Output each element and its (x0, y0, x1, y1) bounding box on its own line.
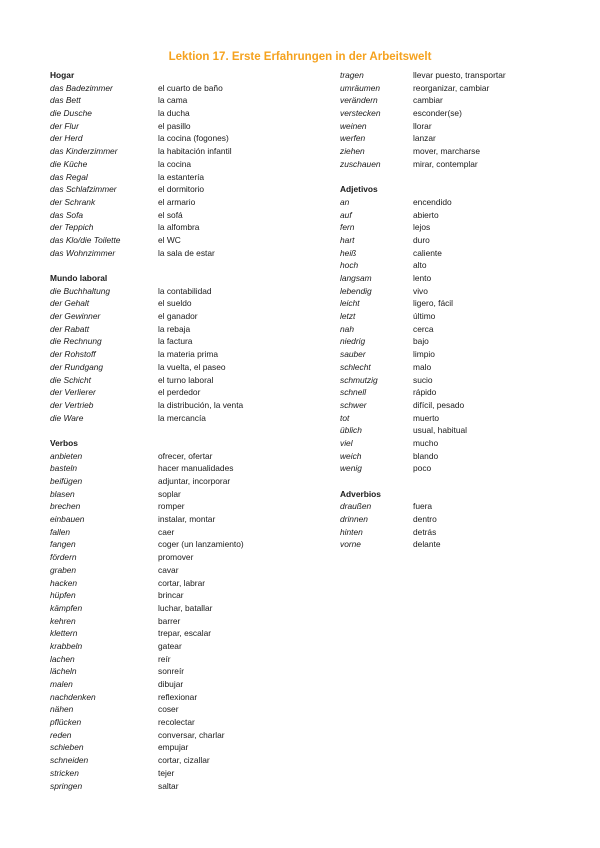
vocab-row (340, 348, 570, 361)
german-term: hacken (50, 577, 78, 588)
vocab-row (340, 412, 570, 425)
page-title: Lektion 17. Erste Erfahrungen in der Arbeitswelt (168, 51, 432, 63)
vocab-row (340, 196, 570, 209)
german-term: das Klo/die Toilette (50, 234, 121, 245)
vocab-row (340, 374, 570, 387)
spanish-translation: usual, habitual (413, 425, 468, 436)
vocab-section (50, 69, 290, 259)
vocab-row (340, 323, 570, 336)
german-term: das Kinderzimmer (50, 146, 118, 157)
german-term: hinten (340, 526, 363, 537)
spanish-translation: ligero, fácil (413, 298, 454, 309)
spanish-translation: cerca (413, 323, 434, 334)
spanish-translation: llevar puesto, transportar (413, 70, 506, 80)
german-term: an (340, 196, 350, 207)
german-term: draußen (340, 501, 372, 512)
german-term: weich (340, 450, 362, 461)
spanish-translation: la alfombra (158, 222, 200, 233)
german-term: viel (340, 437, 353, 448)
spanish-translation: el armario (158, 196, 196, 207)
spanish-translation: reflexionar (158, 691, 198, 702)
spanish-translation: bajo (413, 336, 429, 347)
spanish-translation: la factura (158, 336, 193, 347)
spanish-translation: mucho (413, 437, 439, 448)
german-term: fallen (50, 526, 71, 537)
german-term: auf (340, 209, 352, 220)
spanish-translation: conversar, charlar (158, 729, 225, 740)
vocab-row (50, 729, 290, 742)
spanish-translation: el turno laboral (158, 374, 214, 385)
vocab-row (340, 297, 570, 310)
spanish-translation: coser (158, 704, 179, 715)
german-term: wenig (340, 463, 362, 474)
spanish-translation: la habitación infantil (158, 146, 232, 157)
spanish-translation: recolectar (158, 717, 195, 728)
vocab-row (340, 234, 570, 247)
german-term: das Badezimmer (50, 82, 113, 93)
german-term: das Regal (50, 171, 88, 182)
section-heading: Verbos (50, 437, 78, 448)
vocab-row (50, 361, 290, 374)
spanish-translation: instalar, montar (158, 514, 216, 525)
spanish-translation: cortar, labrar (158, 577, 206, 588)
german-term: anbieten (50, 450, 83, 461)
german-term: fördern (50, 552, 77, 563)
german-term: die Ware (50, 412, 84, 423)
vocab-row (50, 348, 290, 361)
vocab-row (340, 82, 570, 95)
german-term: basteln (50, 463, 78, 474)
spanish-translation: soplar (158, 488, 181, 499)
german-term: ziehen (340, 146, 365, 157)
german-term: nähen (50, 704, 74, 715)
german-term: schwer (340, 399, 367, 410)
german-term: fern (340, 222, 355, 233)
spanish-translation: difícil, pesado (413, 399, 465, 410)
vocab-row (50, 132, 290, 145)
spanish-translation: el pasillo (158, 120, 191, 131)
spanish-translation: la cocina (fogones) (158, 133, 229, 144)
spanish-translation: el sofá (158, 209, 183, 220)
german-term: sauber (340, 349, 366, 360)
spanish-translation: brincar (158, 590, 184, 601)
german-term: schlecht (340, 361, 371, 372)
german-term: vorne (340, 539, 361, 550)
section-heading: Adjetivos (340, 184, 378, 195)
vocab-row (50, 297, 290, 310)
german-term: verändern (340, 95, 378, 106)
spanish-translation: ofrecer, ofertar (158, 450, 213, 461)
spanish-translation: dibujar (158, 679, 184, 689)
vocab-row (50, 551, 290, 564)
spanish-translation: mover, marcharse (413, 146, 481, 157)
german-term: schieben (50, 742, 84, 753)
german-term: das Sofa (50, 209, 84, 220)
vocab-row (340, 145, 570, 158)
german-term: der Verlierer (50, 387, 96, 398)
vocab-row (50, 716, 290, 729)
spanish-translation: duro (413, 234, 430, 245)
vocab-row (50, 120, 290, 133)
vocab-section (50, 272, 290, 424)
german-term: die Küche (50, 158, 88, 169)
spanish-translation: abierto (413, 209, 439, 220)
spanish-translation: la estantería (158, 171, 205, 182)
vocab-row (340, 399, 570, 412)
spanish-translation: la rebaja (158, 323, 191, 334)
german-term: die Buchhaltung (50, 285, 111, 296)
vocab-row (50, 145, 290, 158)
spanish-translation: sonreír (158, 666, 185, 677)
vocab-row (50, 627, 290, 640)
german-term: reden (50, 729, 72, 740)
spanish-translation: lejos (413, 222, 431, 233)
german-term: weinen (340, 120, 367, 131)
section-heading: Adverbios (340, 488, 381, 499)
vocab-row (50, 526, 290, 539)
german-term: beifügen (50, 476, 83, 486)
spanish-translation: lento (413, 273, 432, 283)
german-term: der Flur (50, 120, 79, 131)
vocab-row (50, 691, 290, 704)
vocab-row (50, 741, 290, 754)
german-term: kämpfen (50, 602, 83, 613)
spanish-translation: esconder(se) (413, 108, 462, 119)
vocab-row (50, 335, 290, 348)
german-term: blasen (50, 488, 75, 499)
german-term: springen (50, 780, 83, 791)
spanish-translation: llorar (413, 120, 432, 131)
german-term: die Dusche (50, 108, 92, 119)
spanish-translation: la ducha (158, 108, 190, 119)
german-term: hoch (340, 260, 359, 271)
vocab-row (340, 538, 570, 551)
german-term: der Vertrieb (50, 399, 94, 410)
spanish-translation: la materia prima (158, 349, 219, 360)
german-term: lächeln (50, 666, 77, 677)
vocab-row (340, 120, 570, 133)
spanish-translation: el WC (158, 234, 181, 245)
spanish-translation: barrer (158, 615, 181, 626)
german-term: drinnen (340, 514, 368, 525)
german-term: letzt (340, 311, 356, 322)
spanish-translation: rápido (413, 387, 437, 398)
vocab-row (50, 462, 290, 475)
german-term: der Teppich (50, 222, 94, 233)
german-term: tragen (340, 70, 364, 80)
vocab-row (340, 437, 570, 450)
spanish-translation: delante (413, 539, 441, 550)
vocab-row (50, 475, 290, 488)
vocab-row (340, 94, 570, 107)
vocab-row (340, 386, 570, 399)
vocab-section (340, 488, 570, 551)
vocab-row (340, 462, 570, 475)
spanish-translation: poco (413, 463, 432, 474)
spanish-translation: el cuarto de baño (158, 82, 223, 93)
spanish-translation: fuera (413, 501, 433, 512)
vocab-row (340, 69, 570, 82)
spanish-translation: luchar, batallar (158, 602, 213, 613)
german-term: der Gehalt (50, 298, 90, 309)
spanish-translation: romper (158, 501, 185, 512)
vocab-row (50, 564, 290, 577)
vocab-row (340, 500, 570, 513)
spanish-translation: la distribución, la venta (158, 399, 244, 410)
vocab-row (50, 386, 290, 399)
spanish-translation: empujar (158, 742, 189, 753)
vocab-row (50, 158, 290, 171)
german-term: der Schrank (50, 196, 96, 207)
vocab-row (50, 640, 290, 653)
vocab-row (340, 424, 570, 437)
german-term: das Schlafzimmer (50, 184, 117, 195)
spanish-translation: detrás (413, 526, 437, 537)
vocab-row (340, 310, 570, 323)
spanish-translation: reorganizar, cambiar (413, 82, 490, 93)
spanish-translation: el perdedor (158, 387, 201, 398)
german-term: fangen (50, 539, 76, 550)
german-term: hüpfen (50, 590, 76, 601)
german-term: werfen (340, 133, 366, 144)
spanish-translation: coger (un lanzamiento) (158, 539, 244, 550)
german-term: der Gewinner (50, 311, 101, 322)
german-term: das Bett (50, 95, 81, 106)
vocab-row (50, 678, 290, 691)
vocab-row (50, 577, 290, 590)
vocab-row (340, 513, 570, 526)
spanish-translation: mirar, contemplar (413, 158, 478, 169)
spanish-translation: saltar (158, 780, 179, 791)
german-term: brechen (50, 501, 81, 512)
german-term: zuschauen (340, 158, 381, 169)
german-term: verstecken (340, 108, 381, 119)
vocab-row (50, 703, 290, 716)
spanish-translation: la mercancía (158, 412, 206, 423)
german-term: tot (340, 412, 350, 423)
vocab-row (50, 589, 290, 602)
vocab-row (50, 665, 290, 678)
german-term: einbauen (50, 514, 85, 525)
spanish-translation: blando (413, 450, 439, 461)
vocab-row (340, 221, 570, 234)
german-term: der Rabatt (50, 323, 90, 334)
vocab-row (50, 94, 290, 107)
vocab-row (340, 132, 570, 145)
spanish-translation: la cama (158, 95, 188, 106)
vocab-row (340, 247, 570, 260)
spanish-translation: el sueldo (158, 298, 192, 309)
vocab-row (50, 602, 290, 615)
vocab-row (50, 754, 290, 767)
vocab-section (340, 183, 570, 475)
vocab-row (50, 780, 290, 793)
german-term: malen (50, 679, 73, 689)
german-term: der Rundgang (50, 361, 104, 372)
spanish-translation: el dormitorio (158, 184, 205, 195)
vocab-row (50, 107, 290, 120)
german-term: hart (340, 234, 355, 245)
german-term: üblich (340, 425, 362, 436)
vocab-row (50, 285, 290, 298)
german-term: der Rohstoff (50, 349, 96, 360)
vocab-row (50, 234, 290, 247)
spanish-translation: la cocina (158, 158, 192, 169)
german-term: schmutzig (340, 374, 378, 385)
spanish-translation: la sala de estar (158, 247, 215, 258)
right-column (340, 69, 570, 564)
vocab-row (50, 171, 290, 184)
german-term: der Herd (50, 133, 83, 144)
left-column (50, 69, 290, 805)
spanish-translation: encendido (413, 196, 452, 207)
spanish-translation: sucio (413, 374, 433, 385)
german-term: graben (50, 564, 77, 575)
spanish-translation: muerto (413, 412, 440, 423)
german-term: lachen (50, 653, 75, 664)
vocab-row (340, 272, 570, 285)
spanish-translation: cambiar (413, 95, 443, 106)
german-term: heiß (340, 247, 357, 258)
vocab-row (50, 323, 290, 336)
vocab-row (50, 500, 290, 513)
german-term: schnell (340, 387, 367, 398)
spanish-translation: la contabilidad (158, 285, 212, 296)
spanish-translation: vivo (413, 285, 428, 296)
vocab-row (340, 158, 570, 171)
german-term: die Schicht (50, 374, 91, 385)
german-term: pflücken (50, 717, 82, 728)
spanish-translation: tejer (158, 767, 175, 778)
german-term: schneiden (50, 755, 89, 766)
german-term: leicht (340, 298, 360, 309)
vocab-row (340, 285, 570, 298)
vocab-row (50, 221, 290, 234)
spanish-translation: caer (158, 526, 175, 537)
spanish-translation: lanzar (413, 133, 436, 144)
spanish-translation: trepar, escalar (158, 628, 212, 639)
spanish-translation: cavar (158, 564, 179, 575)
vocab-row (50, 374, 290, 387)
german-term: das Wohnzimmer (50, 247, 116, 258)
vocab-row (50, 653, 290, 666)
vocab-row (50, 412, 290, 425)
vocab-row (50, 247, 290, 260)
vocab-row (50, 196, 290, 209)
vocab-row (50, 538, 290, 551)
spanish-translation: alto (413, 260, 427, 271)
spanish-translation: el ganador (158, 311, 198, 322)
vocab-row (340, 107, 570, 120)
german-term: nachdenken (50, 691, 96, 702)
vocab-row (50, 209, 290, 222)
german-term: die Rechnung (50, 336, 102, 347)
vocab-row (50, 488, 290, 501)
spanish-translation: limpio (413, 349, 435, 360)
vocab-row (340, 450, 570, 463)
german-term: langsam (340, 273, 372, 283)
vocab-row (50, 615, 290, 628)
vocab-row (50, 183, 290, 196)
spanish-translation: la vuelta, el paseo (158, 361, 226, 372)
section-heading: Mundo laboral (50, 273, 108, 283)
vocab-section (340, 69, 570, 171)
vocab-row (340, 526, 570, 539)
spanish-translation: dentro (413, 514, 437, 525)
spanish-translation: promover (158, 552, 194, 563)
spanish-translation: hacer manualidades (158, 463, 234, 474)
german-term: krabbeln (50, 640, 83, 651)
vocab-row (50, 767, 290, 780)
vocab-row (340, 209, 570, 222)
vocab-row (50, 513, 290, 526)
german-term: umräumen (340, 82, 381, 93)
german-term: nah (340, 323, 354, 334)
spanish-translation: cortar, cizallar (158, 755, 210, 766)
german-term: niedrig (340, 336, 366, 347)
vocab-row (50, 450, 290, 463)
vocab-row (50, 82, 290, 95)
spanish-translation: caliente (413, 247, 442, 258)
vocab-section (50, 437, 290, 792)
spanish-translation: reír (158, 653, 171, 664)
spanish-translation: adjuntar, incorporar (158, 476, 231, 486)
german-term: stricken (50, 767, 79, 778)
spanish-translation: malo (413, 361, 432, 372)
spanish-translation: último (413, 311, 436, 322)
vocab-row (50, 399, 290, 412)
vocab-row (340, 335, 570, 348)
german-term: klettern (50, 628, 78, 639)
spanish-translation: gatear (158, 640, 182, 651)
vocab-row (50, 310, 290, 323)
vocab-row (340, 259, 570, 272)
german-term: lebendig (340, 285, 372, 296)
vocab-row (340, 361, 570, 374)
german-term: kehren (50, 615, 76, 626)
section-heading: Hogar (50, 70, 75, 80)
